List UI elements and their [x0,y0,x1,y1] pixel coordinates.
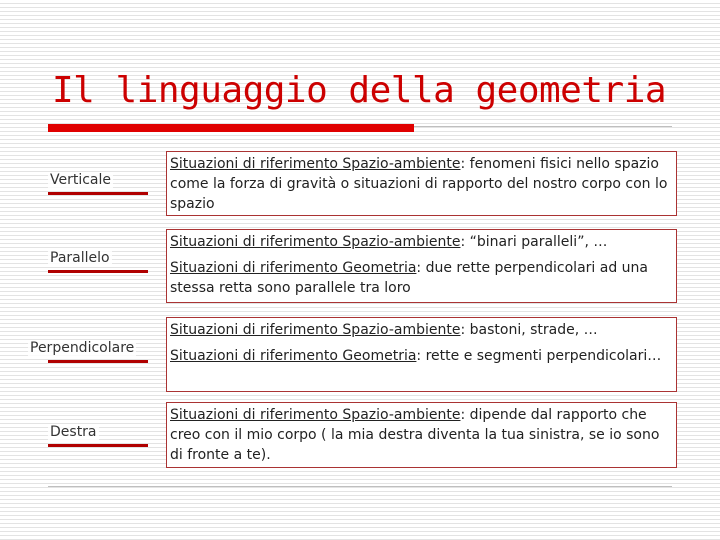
definition-text: : fenomeni fisici nello spazio come la forza di gravità o situazioni di rapporto del nostro corpo con lo spazio [170,156,668,212]
definition-paragraph [170,154,673,214]
term-verticale: Verticale [50,172,112,188]
reference-label: Situazioni di riferimento Geometria [170,260,417,276]
definition-paragraph [170,258,673,298]
definition-paragraph [170,405,673,465]
title-divider [414,126,672,127]
definition-box-parallelo [166,229,677,303]
definition-text: : due rette perpendicolari ad una stessa retta sono parallele tra loro [170,260,648,296]
term-perpendicolare: Perpendicolare [30,340,135,356]
reference-label: Situazioni di riferimento Geometria [170,348,417,364]
definition-paragraph [170,232,673,252]
reference-label: Situazioni di riferimento Spazio-ambiente [170,322,461,338]
definition-paragraph [170,320,673,340]
definition-text: : bastoni, strade, … [460,322,598,338]
definition-box-verticale [166,151,677,216]
footer-divider [48,486,672,487]
definition-text: : rette e segmenti perpendicolari… [416,348,662,364]
term-underline [48,270,148,273]
definition-paragraph [170,346,673,366]
title-accent-bar [48,124,414,132]
reference-label: Situazioni di riferimento Spazio-ambiente [170,234,461,250]
term-underline [48,192,148,195]
term-parallelo: Parallelo [50,250,110,266]
definition-text: : dipende dal rapporto che creo con il mio corpo ( la mia destra diventa la tua sinistra, se io sono di fronte a te). [170,407,660,463]
term-destra: Destra [50,424,97,440]
definition-text: : “binari paralleli”, … [460,234,608,250]
slide-title: Il linguaggio della geometria [52,70,667,111]
definition-box-destra [166,402,677,468]
reference-label: Situazioni di riferimento Spazio-ambiente [170,156,461,172]
definition-box-perpendicolare [166,317,677,392]
term-underline [48,444,148,447]
reference-label: Situazioni di riferimento Spazio-ambiente [170,407,461,423]
term-underline [48,360,148,363]
